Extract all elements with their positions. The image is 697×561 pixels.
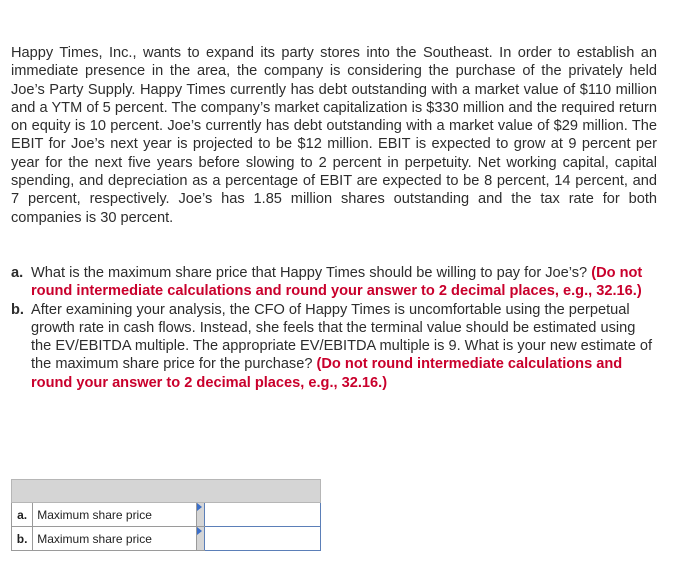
question-text: What is the maximum share price that Happy Times should be willing to pay for Joe’s? — [31, 265, 588, 281]
problem-statement — [11, 44, 657, 227]
answer-letter: b. — [12, 527, 33, 551]
problem-text: Happy Times, Inc., wants to expand its party stores into the Southeast. In order to establish an immediate presence in the area, the company is considering the purchase of the privately held Joe’s Party Supply. Happy Times currently has debt outstanding with a market value of $110 million and a YTM of 5 percent. The company’s market capitalization is $330 million and the required return on equity is 10 percent. Joe’s currently has debt outstanding with a market value of $29 million. The EBIT for Joe’s next year is projected to be $12 million. EBIT is expected to grow at 9 percent per year for the next five years before slowing to 2 percent in perpetuity. Net working capital, capital spending, and depreciation as a percentage of EBIT are expected to be 8 percent, 14 percent, and 7 percent, respectively. Joe’s has 1.85 million shares outstanding and the tax rate for both companies is 30 percent. — [11, 45, 657, 226]
question-text: After examining your analysis, the CFO of Happy Times is uncomfortable using the perpetual growth rate in cash flows. Instead, she feels that the terminal value should be estimated using the EV/EBITDA multiple. The appropriate EV/EBITDA multiple is 9. What is your new estimate of the maximum share price for the purchase? — [31, 301, 653, 373]
answer-table-header — [12, 480, 321, 503]
flag-icon — [197, 503, 202, 511]
answer-label: Maximum share price — [33, 527, 197, 551]
answer-cell[interactable] — [204, 527, 320, 551]
question-b — [11, 301, 659, 392]
answer-gap — [196, 503, 204, 527]
question-instruction: (Do not round intermediate calculations and round your answer to 2 decimal places, e.g., 32.16.) — [31, 265, 643, 300]
answer-label: Maximum share price — [33, 503, 197, 527]
answer-b-input[interactable] — [205, 529, 319, 548]
question-letter: b. — [11, 301, 24, 318]
question-body — [31, 264, 659, 301]
question-body — [31, 301, 659, 392]
answer-cell[interactable] — [204, 503, 320, 527]
answer-gap — [196, 527, 204, 551]
answer-row-a — [12, 503, 321, 527]
question-list — [11, 264, 659, 392]
answer-row-b — [12, 527, 321, 551]
question-a — [11, 264, 659, 301]
answer-table — [11, 479, 321, 551]
question-letter: a. — [11, 265, 24, 281]
question-instruction: (Do not round intermediate calculations and round your answer to 2 decimal places, e.g., 32.16.) — [31, 356, 623, 391]
flag-icon — [197, 527, 202, 535]
answer-a-input[interactable] — [205, 505, 319, 524]
answer-letter: a. — [12, 503, 33, 527]
